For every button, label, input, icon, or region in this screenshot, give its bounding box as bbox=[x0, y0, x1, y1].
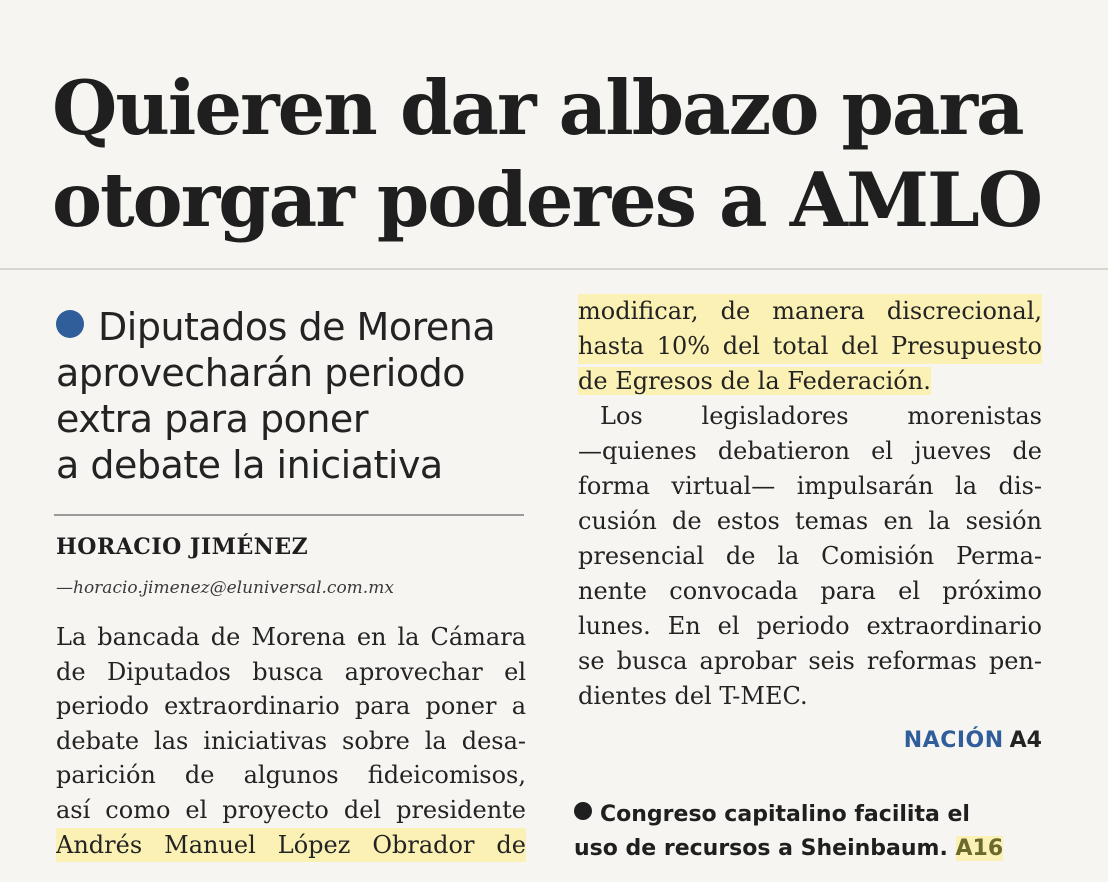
section-name: NACIÓN bbox=[903, 728, 1004, 753]
headline-line-1: Quieren dar albazo para bbox=[52, 64, 1023, 152]
body-right-line: dientes del T-MEC. bbox=[578, 682, 808, 710]
body-right-line: se busca aprobar seis reformas pen- bbox=[578, 647, 1042, 675]
body-right-line: —quienes debatieron el jueves de bbox=[578, 437, 1042, 465]
byline-email: —horacio.jimenez@eluniversal.com.mx bbox=[56, 578, 394, 598]
byline-author: HORACIO JIMÉNEZ bbox=[56, 534, 309, 560]
body-left-line: La bancada de Morena en la Cámara bbox=[56, 623, 526, 651]
body-right-line: presencial de la Comisión Perma- bbox=[578, 542, 1042, 570]
headline-line-2: otorgar poderes a AMLO bbox=[52, 156, 1042, 244]
deck bbox=[56, 304, 526, 488]
body-right-line: lunes. En el periodo extraordinario bbox=[578, 612, 1042, 640]
body-left-line: parición de algunos fideicomisos, bbox=[56, 761, 526, 790]
teaser bbox=[574, 798, 1044, 866]
teaser-line-2 bbox=[574, 832, 1044, 866]
article-column-right bbox=[578, 294, 1042, 714]
section-reference bbox=[904, 728, 1042, 753]
teaser-page-ref: A16 bbox=[955, 836, 1004, 861]
top-divider bbox=[0, 268, 1108, 270]
teaser-line-2-text: uso de recursos a Sheinbaum. bbox=[574, 836, 948, 861]
body-right-line-highlighted: modificar, de manera discrecional, bbox=[578, 294, 1042, 329]
body-right-line-highlighted bbox=[578, 364, 1042, 399]
body-right-line: cusión de estos temas en la sesión bbox=[578, 507, 1042, 535]
body-left-line: de Diputados busca aprovechar el bbox=[56, 657, 526, 686]
byline-divider bbox=[54, 514, 524, 516]
body-right-paragraph-start: Los legisladores morenistas bbox=[600, 402, 1042, 430]
body-right-line: nente convocada para el próximo bbox=[578, 577, 1042, 605]
body-right-line: forma virtual— impulsarán la dis- bbox=[578, 472, 1042, 500]
deck-line-1-text: Diputados de Morena bbox=[98, 305, 496, 349]
body-left-line: así como el proyecto del presidente bbox=[56, 795, 526, 824]
body-left-line: debate las iniciativas sobre la desa- bbox=[56, 726, 526, 755]
section-page: A4 bbox=[1009, 728, 1042, 753]
deck-line-2: aprovecharán periodo bbox=[56, 351, 465, 395]
deck-line-4: a debate la iniciativa bbox=[56, 443, 443, 487]
article-column-left bbox=[56, 620, 526, 862]
bullet-icon bbox=[574, 802, 592, 820]
headline bbox=[52, 62, 1062, 246]
body-left-line-highlighted: Andrés Manuel López Obrador de bbox=[56, 828, 526, 863]
body-left-line: periodo extraordinario para poner a bbox=[56, 692, 526, 721]
teaser-line-1 bbox=[574, 798, 1044, 832]
deck-line-3: extra para poner bbox=[56, 397, 368, 441]
body-right-line-highlighted: hasta 10% del total del Presupuesto bbox=[578, 329, 1042, 364]
deck-line-1 bbox=[56, 304, 526, 350]
highlight-text: de Egresos de la Federación. bbox=[578, 367, 931, 395]
teaser-line-1-text: Congreso capitalino facilita el bbox=[600, 802, 970, 827]
bullet-icon bbox=[56, 310, 84, 338]
